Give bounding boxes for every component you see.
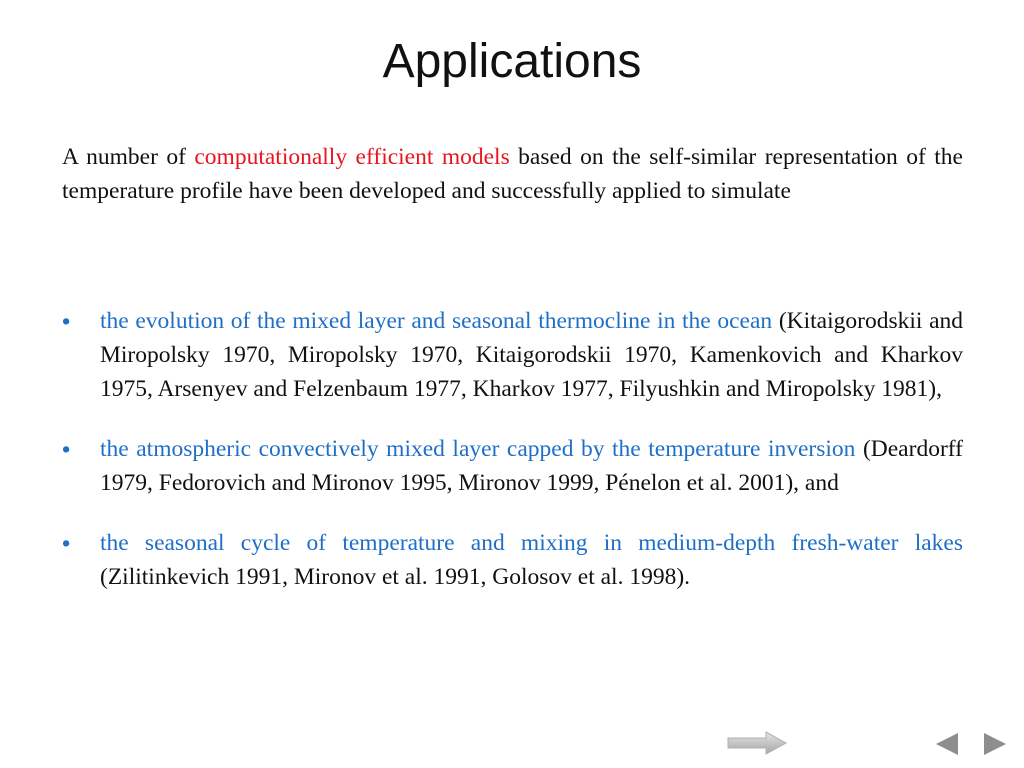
bullet-item bbox=[62, 432, 963, 500]
intro-highlight: computationally efficient models bbox=[194, 144, 510, 170]
bullet-item bbox=[62, 304, 963, 406]
slide-title: Applications bbox=[382, 35, 642, 88]
bullet-citations: (Zilitinkevich 1991, Mironov et al. 1991, Golosov et al. 1998). bbox=[100, 564, 691, 590]
triangle-left-icon bbox=[934, 732, 960, 756]
bullet-citations: (Kitaigorodskii and Miropolsky 1970, Miropolsky 1970, Kitaigorodskii 1970, Kamenkovich and Kharkov 1975, Arsenyev and Felzenbaum 1977, Kharkov 1977, Filyushkin and Miropolsky 1981), bbox=[100, 308, 963, 402]
triangle-right-icon bbox=[982, 732, 1008, 756]
bullet-list bbox=[62, 304, 963, 620]
bullet-marker: • bbox=[62, 436, 71, 462]
bullet-marker: • bbox=[62, 530, 71, 556]
intro-paragraph bbox=[62, 140, 963, 208]
bullet-highlight: the evolution of the mixed layer and seasonal thermocline in the ocean bbox=[100, 308, 773, 334]
bullet-item bbox=[62, 526, 963, 594]
bullet-highlight: the atmospheric convectively mixed layer capped by the temperature inversion bbox=[100, 436, 856, 462]
intro-text-start: A number of bbox=[62, 144, 195, 170]
forward-arrow-button[interactable] bbox=[726, 730, 788, 756]
previous-slide-button[interactable] bbox=[934, 732, 960, 756]
intro-text-end: based on the self-similar representation of the temperature profile have been developed and successfully applied to simulate bbox=[62, 144, 963, 204]
forward-arrow-icon bbox=[726, 730, 788, 756]
bullet-highlight: the seasonal cycle of temperature and mixing in medium-depth fresh-water lakes bbox=[100, 530, 963, 556]
next-slide-button[interactable] bbox=[982, 732, 1008, 756]
bullet-citations: (Deardorff 1979, Fedorovich and Mironov 1995, Mironov 1999, Pénelon et al. 2001), and bbox=[100, 436, 963, 496]
slide-navigation bbox=[0, 728, 1024, 768]
bullet-marker: • bbox=[62, 308, 71, 334]
